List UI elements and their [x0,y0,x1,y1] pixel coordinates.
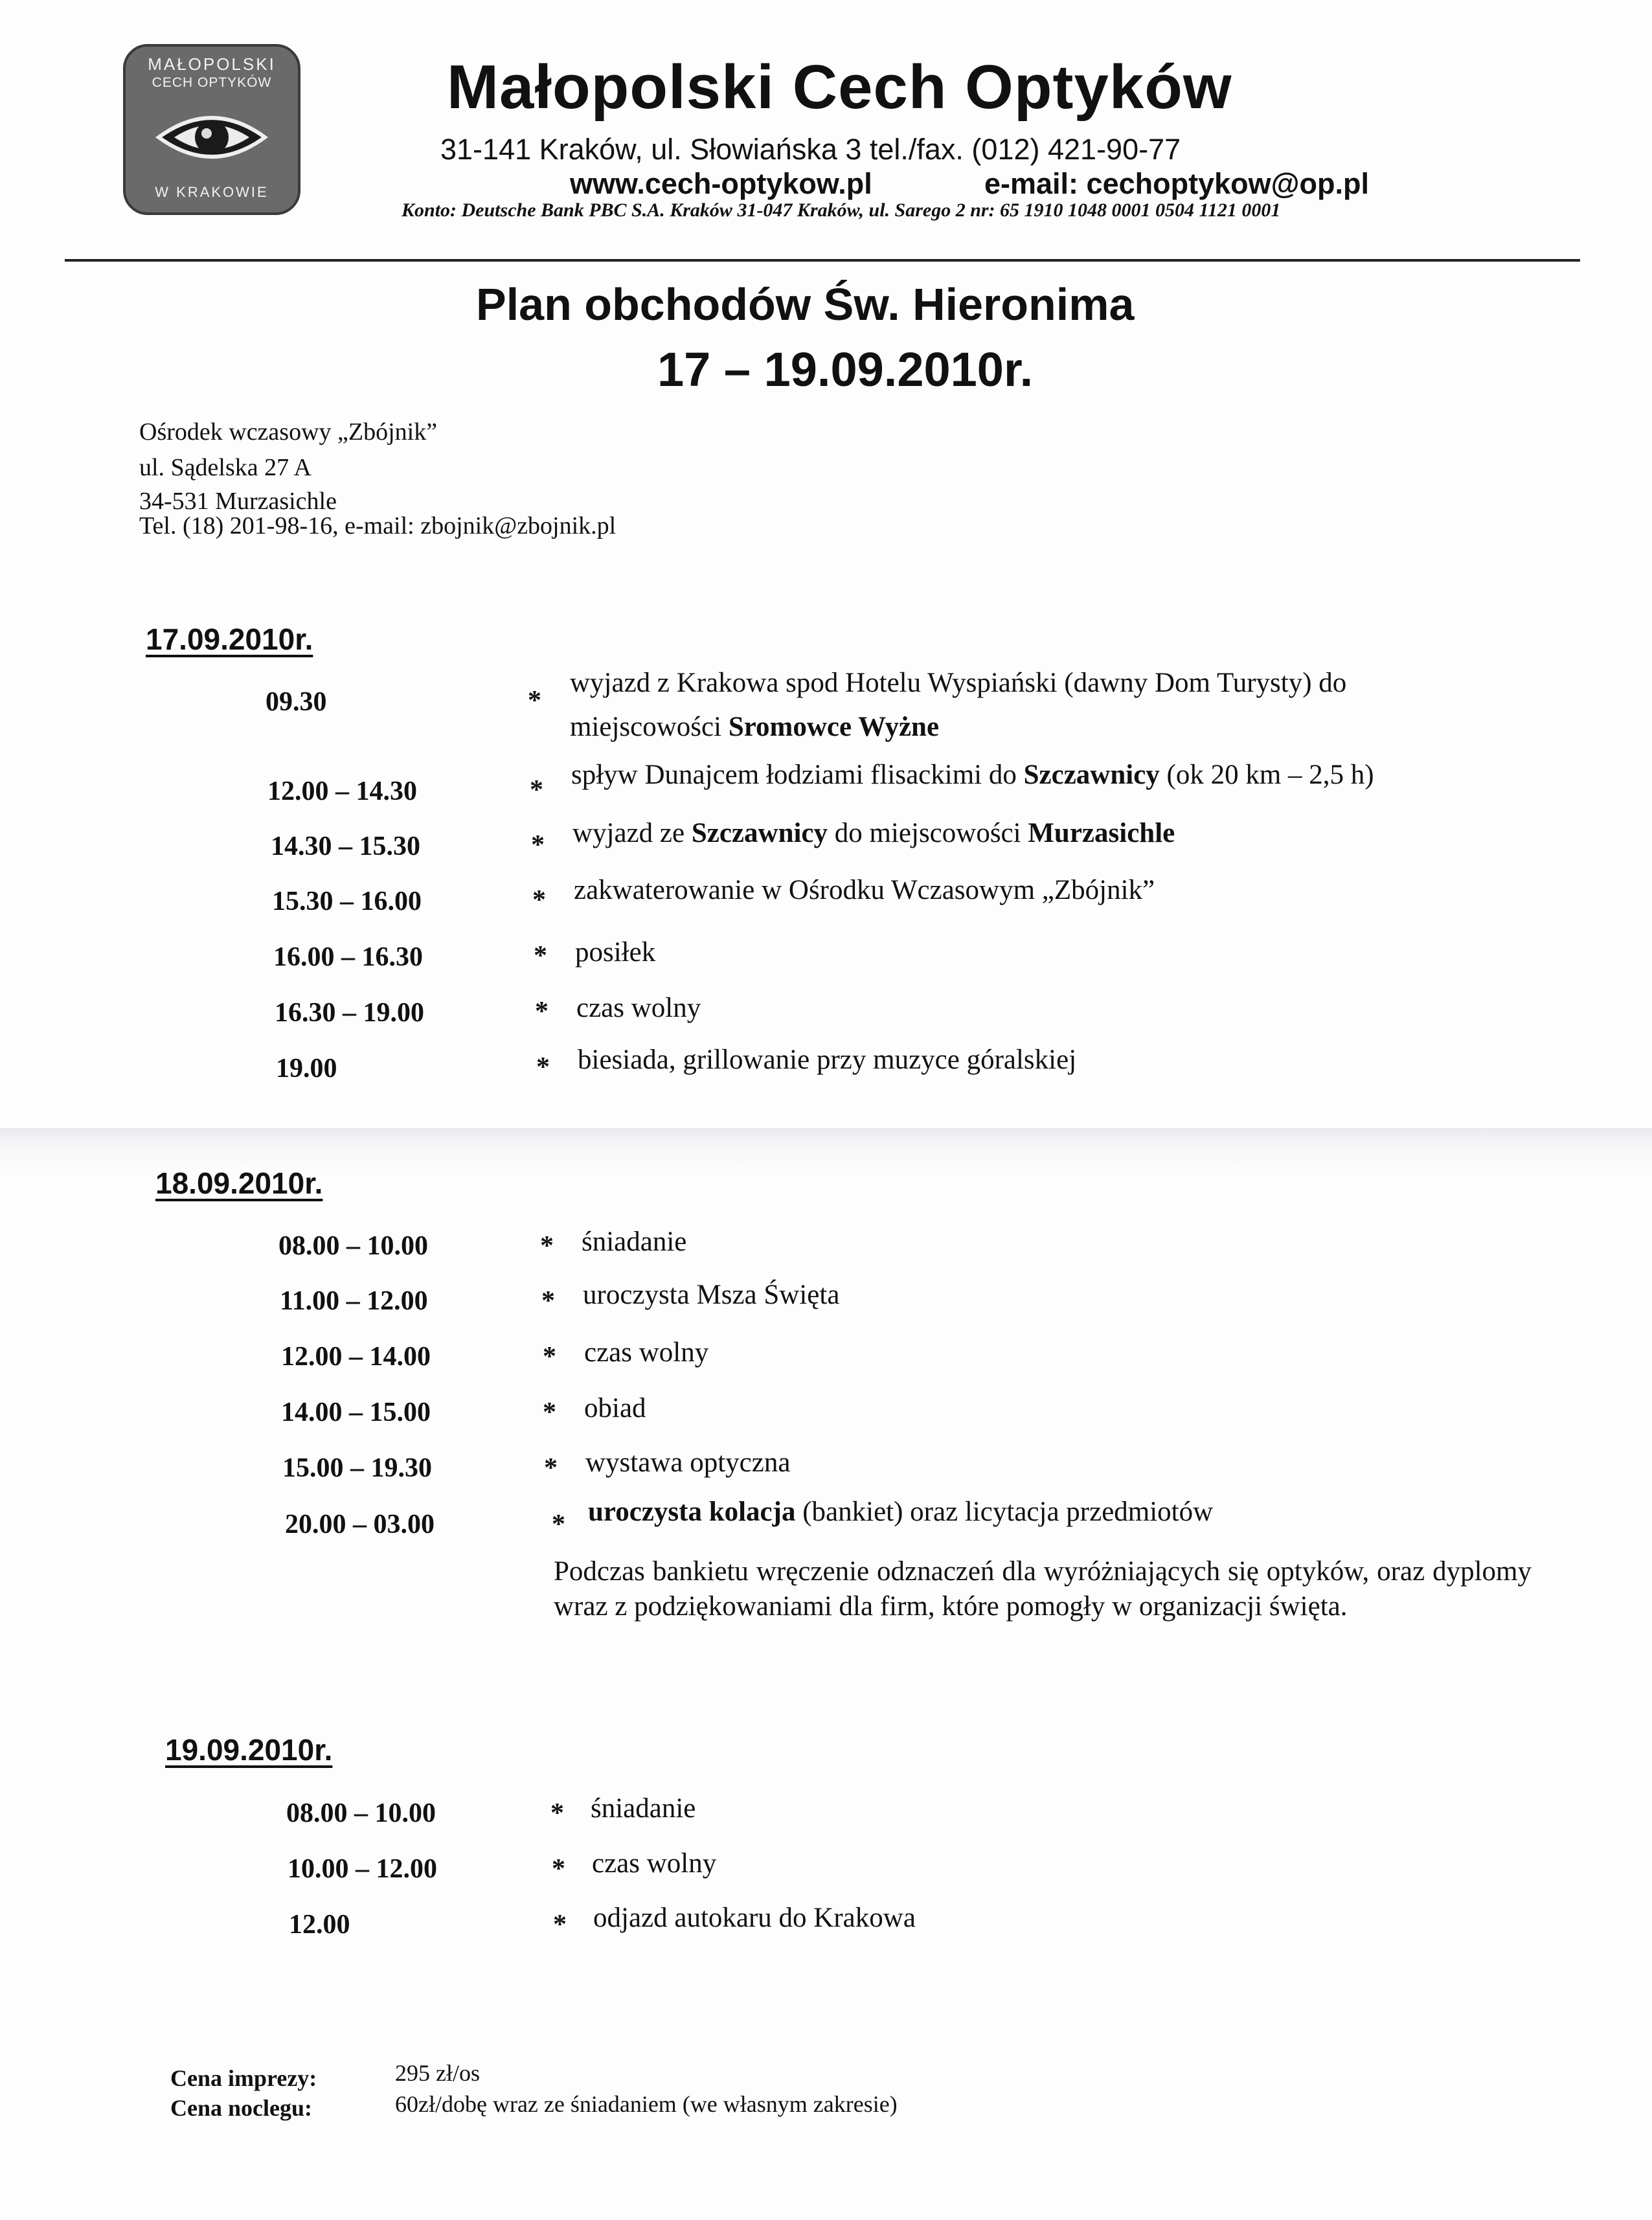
schedule-activity: czas wolny [576,993,701,1023]
bullet-star: * [535,997,549,1026]
bullet-star: * [540,1231,554,1261]
logo-line-3: W KRAKOWIE [155,184,269,200]
stay-price-label: Cena noclegu: [170,2095,312,2121]
schedule-activity: uroczysta kolacja (bankiet) oraz licytacja przedmiotów [588,1497,1214,1527]
schedule-time: 12.00 [289,1910,350,1940]
bullet-star: * [543,1342,556,1372]
schedule-activity: odjazd autokaru do Krakowa [593,1903,916,1933]
schedule-time: 10.00 – 12.00 [288,1854,437,1884]
venue-city: 34-531 Murzasichle [139,488,337,515]
schedule-time: 15.30 – 16.00 [272,887,422,916]
schedule-activity: obiad [584,1393,646,1423]
banquet-note: Podczas bankietu wręczenie odznaczeń dla wyróżniających się optyków, oraz dyplomy wraz z podziękowaniami dla firm, które pomogły w organizacji święta. [554,1556,1532,1622]
venue-street: ul. Sądelska 27 A [139,454,311,481]
schedule-activity: czas wolny [584,1337,709,1368]
bullet-star: * [552,1510,565,1539]
bullet-star: * [543,1398,556,1427]
header-divider [65,259,1580,262]
bullet-star: * [553,1910,567,1940]
schedule-activity: spływ Dunajcem łodziami flisackimi do Szczawnicy (ok 20 km – 2,5 h) [571,760,1374,790]
schedule-activity-cont: miejscowości Sromowce Wyżne [570,712,940,742]
day1-date: 17.09.2010r. [146,622,313,656]
event-price-value: 295 zł/os [395,2060,480,2086]
logo-line-2: CECH OPTYKÓW [152,75,272,90]
logo-line-1: MAŁOPOLSKI [148,54,276,74]
plan-dates: 17 – 19.09.2010r. [657,343,1034,396]
eye-icon [155,98,269,176]
schedule-activity: wyjazd z Krakowa spod Hotelu Wyspiański (dawny Dom Turysty) do [570,668,1347,698]
bullet-star: * [532,885,546,915]
bullet-star: * [544,1453,558,1483]
organization-title: Małopolski Cech Optyków [447,52,1232,122]
schedule-activity: uroczysta Msza Święta [583,1280,840,1310]
schedule-time: 16.00 – 16.30 [273,942,423,972]
bullet-star: * [541,1286,555,1316]
schedule-time: 08.00 – 10.00 [286,1798,436,1828]
schedule-activity: wystawa optyczna [585,1447,791,1478]
bullet-star: * [530,775,543,805]
schedule-activity: biesiada, grillowanie przy muzyce góralskiej [578,1045,1077,1075]
schedule-time: 12.00 – 14.30 [267,776,417,806]
schedule-time: 16.30 – 19.00 [275,998,424,1028]
day3-date: 19.09.2010r. [165,1733,333,1767]
bank-account: Konto: Deutsche Bank PBC S.A. Kraków 31-047 Kraków, ul. Sarego 2 nr: 65 1910 1048 0001 0504 1121 0001 [402,199,1281,221]
venue-name: Ośrodek wczasowy „Zbójnik” [139,418,438,446]
bullet-star: * [550,1798,564,1828]
schedule-time: 12.00 – 14.00 [281,1342,431,1372]
schedule-time: 14.00 – 15.00 [281,1398,431,1427]
schedule-time: 09.30 [266,687,327,717]
bullet-star: * [536,1052,550,1082]
bullet-star: * [534,941,547,971]
schedule-time: 14.30 – 15.30 [271,832,420,861]
organization-email[interactable]: e-mail: cechoptykow@op.pl [984,167,1369,200]
schedule-time: 15.00 – 19.30 [282,1453,432,1483]
day2-date: 18.09.2010r. [155,1166,323,1200]
schedule-activity: wyjazd ze Szczawnicy do miejscowości Murzasichle [572,818,1175,848]
schedule-activity: czas wolny [592,1848,717,1879]
schedule-activity: śniadanie [582,1227,687,1257]
bullet-star: * [528,686,541,716]
organization-address: 31-141 Kraków, ul. Słowiańska 3 tel./fax. (012) 421-90-77 [440,133,1181,166]
guild-logo [123,44,300,215]
stay-price-value: 60zł/dobę wraz ze śniadaniem (we własnym zakresie) [395,2091,898,2117]
schedule-time: 20.00 – 03.00 [285,1510,435,1539]
event-price-label: Cena imprezy: [170,2065,317,2091]
venue-contact: Tel. (18) 201-98-16, e-mail: zbojnik@zbojnik.pl [139,512,617,539]
schedule-time: 11.00 – 12.00 [280,1286,428,1316]
plan-title: Plan obchodów Św. Hieronima [476,279,1135,330]
schedule-time: 08.00 – 10.00 [278,1231,428,1261]
schedule-activity: zakwaterowanie w Ośrodku Wczasowym „Zbójnik” [574,875,1155,905]
organization-website[interactable]: www.cech-optykow.pl [570,167,872,200]
schedule-activity: posiłek [575,937,656,968]
bullet-star: * [552,1854,565,1884]
schedule-activity: śniadanie [591,1793,696,1824]
schedule-time: 19.00 [276,1054,337,1083]
bullet-star: * [531,830,545,860]
